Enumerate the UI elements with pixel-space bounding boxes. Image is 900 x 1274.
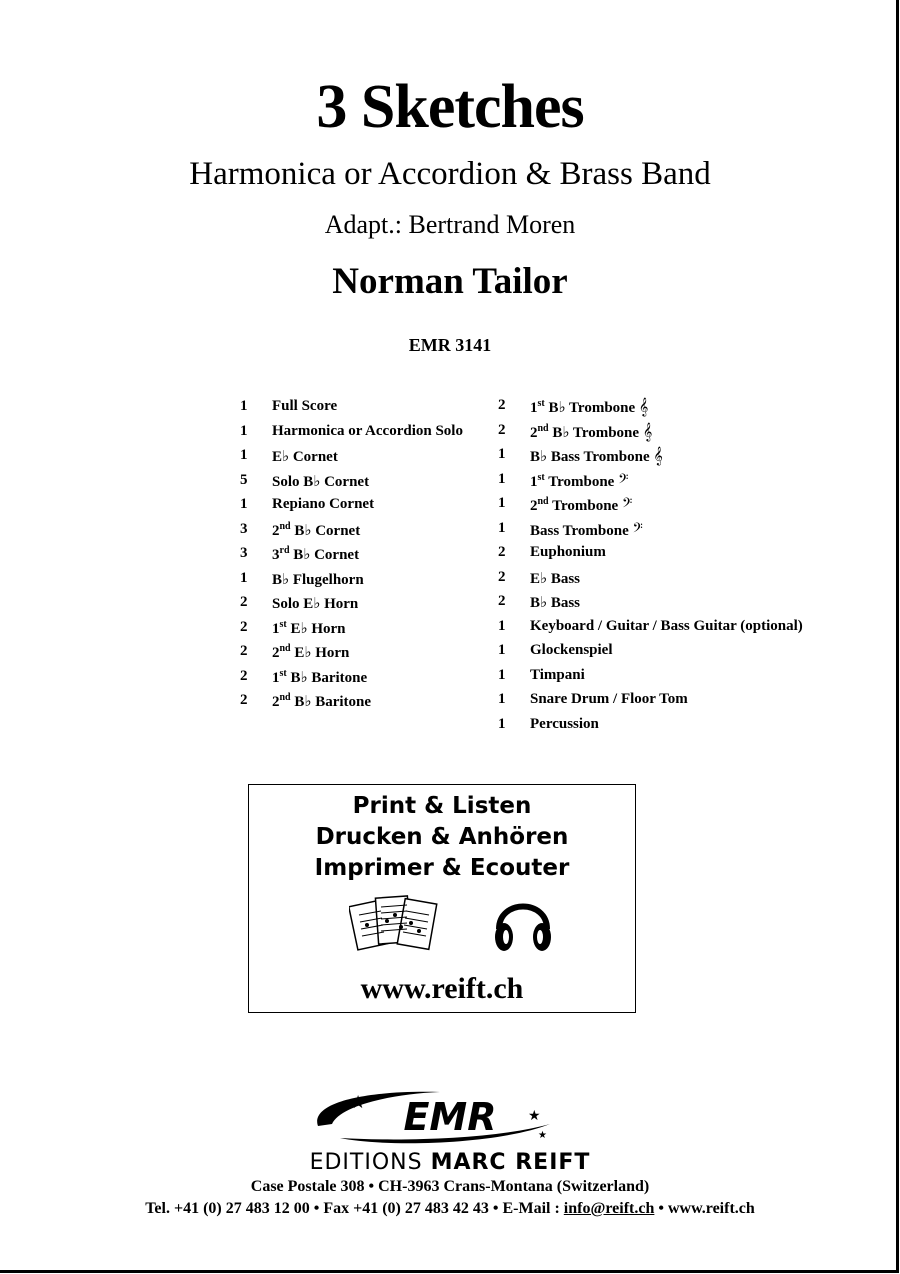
- part-quantity: 1: [240, 569, 248, 586]
- part-quantity: 2: [240, 618, 248, 635]
- part-name: [272, 545, 359, 564]
- bass-clef-icon: 𝄢: [618, 470, 629, 490]
- part-quantity: 2: [498, 397, 506, 413]
- part-quantity: 2: [498, 421, 506, 438]
- part-quantity: 5: [240, 471, 248, 488]
- part-quantity: 1: [498, 446, 506, 462]
- part-ordinal-suffix: st: [279, 618, 287, 630]
- part-name: [530, 422, 652, 442]
- part-name: [530, 397, 648, 417]
- part-ordinal-suffix: nd: [537, 422, 549, 434]
- logo-text: EMR: [403, 1095, 497, 1139]
- part-label: E♭ Bass: [530, 570, 581, 587]
- part-quantity: 2: [240, 692, 248, 708]
- part-quantity: 1: [240, 447, 248, 463]
- part-ordinal: 2: [530, 424, 538, 441]
- part-ordinal-suffix: nd: [279, 692, 291, 703]
- part-ordinal: 1: [530, 400, 538, 416]
- star-icon: ★: [350, 1092, 367, 1113]
- part-quantity: 3: [240, 520, 248, 537]
- bass-clef-icon: 𝄢: [621, 495, 633, 514]
- part-name: [272, 496, 374, 513]
- part-label: Snare Drum / Floor Tom: [530, 691, 688, 707]
- part-label: Bass Trombone: [530, 522, 629, 539]
- part-quantity: 1: [498, 617, 506, 634]
- part-ordinal-suffix: st: [537, 398, 545, 409]
- part-quantity: 1: [240, 398, 248, 414]
- part-name: [272, 594, 358, 613]
- promo-line-1: Print & Listen: [352, 793, 532, 819]
- publisher-name-part3: REIFT: [515, 1150, 591, 1175]
- part-quantity: 2: [240, 667, 248, 684]
- part-quantity: 2: [498, 544, 506, 560]
- part-name: [530, 569, 580, 588]
- contact-phone-fax: Tel. +41 (0) 27 483 12 00 • Fax +41 (0) 27 483 42 43 • E-Mail :: [145, 1200, 564, 1217]
- part-label: Trombone: [548, 498, 619, 514]
- part-label: E♭ Horn: [286, 620, 346, 637]
- part-label: E♭ Horn: [290, 645, 350, 661]
- part-name: [530, 544, 606, 561]
- part-quantity: 2: [240, 594, 248, 610]
- part-name: [272, 423, 463, 440]
- star-icon: ★: [538, 1130, 547, 1141]
- part-label: B♭ Cornet: [290, 522, 361, 539]
- part-ordinal-suffix: st: [537, 471, 545, 483]
- part-ordinal: 3: [272, 547, 280, 563]
- part-ordinal-suffix: rd: [279, 545, 290, 556]
- page-title: 3 Sketches: [316, 73, 584, 141]
- part-quantity: 1: [240, 422, 248, 439]
- part-name: [272, 668, 367, 687]
- part-ordinal: 1: [272, 669, 280, 686]
- part-name: [530, 642, 613, 659]
- part-ordinal: 2: [530, 498, 538, 514]
- part-label: Full Score: [272, 398, 338, 414]
- part-label: Solo B♭ Cornet: [272, 473, 370, 490]
- part-quantity: 1: [498, 691, 506, 707]
- part-quantity: 3: [240, 545, 248, 561]
- part-label: Solo E♭ Horn: [272, 596, 359, 612]
- catalog-number: EMR 3141: [408, 335, 492, 355]
- part-ordinal: 1: [272, 620, 280, 637]
- part-name: [272, 521, 360, 540]
- part-label: B♭ Flugelhorn: [272, 571, 364, 588]
- part-name: [530, 618, 803, 635]
- part-name: [530, 667, 585, 684]
- part-quantity: 1: [498, 715, 506, 732]
- email-link[interactable]: info@reift.ch: [563, 1200, 655, 1217]
- part-name: [530, 495, 632, 515]
- part-label: Timpani: [530, 666, 585, 683]
- publisher-name-part2: MARC: [430, 1150, 516, 1175]
- part-label: Percussion: [530, 715, 599, 732]
- part-label: Repiano Cornet: [272, 496, 375, 512]
- part-name: [272, 643, 349, 662]
- part-label: B♭ Bass: [530, 595, 581, 611]
- publisher-name: [0, 1150, 900, 1175]
- emr-logo: [300, 1086, 600, 1146]
- part-name: [272, 692, 371, 711]
- part-ordinal: 1: [530, 473, 538, 490]
- promo-line-3: Imprimer & Ecouter: [314, 855, 570, 881]
- treble-clef-icon: 𝄞: [638, 397, 649, 416]
- contact-website: • www.reift.ch: [654, 1200, 755, 1217]
- bass-clef-icon: 𝄢: [632, 519, 643, 539]
- print-listen-box: [248, 784, 636, 1013]
- part-label: B♭ Cornet: [289, 547, 360, 563]
- publisher-name-part1: EDITIONS: [309, 1150, 431, 1175]
- part-ordinal: 2: [272, 522, 280, 539]
- part-label: E♭ Cornet: [272, 449, 338, 465]
- part-name: [530, 716, 599, 733]
- part-label: Keyboard / Guitar / Bass Guitar (optional): [530, 617, 803, 634]
- part-quantity: 1: [498, 519, 506, 536]
- adapter-credit: Adapt.: Bertrand Moren: [324, 210, 576, 239]
- part-name: [530, 520, 643, 540]
- part-name: [272, 447, 338, 466]
- part-label: Trombone: [544, 473, 615, 490]
- part-ordinal: 2: [272, 694, 280, 710]
- part-name: [530, 446, 663, 466]
- part-quantity: 2: [240, 643, 248, 659]
- part-quantity: 1: [498, 495, 506, 511]
- star-icon: ★: [528, 1108, 541, 1124]
- part-label: Harmonica or Accordion Solo: [272, 422, 463, 439]
- part-name: [272, 570, 364, 589]
- subtitle: Harmonica or Accordion & Brass Band: [189, 156, 711, 192]
- part-quantity: 1: [498, 642, 506, 658]
- part-label: B♭ Bass Trombone: [530, 449, 650, 465]
- publisher-address: Case Postale 308 • CH-3963 Crans-Montana (Switzerland): [250, 1178, 650, 1195]
- part-quantity: 2: [498, 568, 506, 585]
- part-quantity: 2: [498, 593, 506, 609]
- part-ordinal-suffix: nd: [537, 496, 549, 507]
- part-label: B♭ Baritone: [286, 669, 368, 686]
- part-ordinal-suffix: st: [279, 667, 287, 679]
- part-label: B♭ Trombone: [544, 400, 636, 416]
- part-label: Glockenspiel: [530, 642, 613, 658]
- part-name: [272, 398, 337, 415]
- headphones-icon: [491, 889, 555, 955]
- part-ordinal: 2: [272, 645, 280, 661]
- publisher-contact: [0, 1200, 900, 1218]
- part-quantity: 1: [498, 666, 506, 683]
- part-label: B♭ Trombone: [548, 424, 640, 441]
- promo-line-2: Drucken & Anhören: [315, 824, 569, 850]
- part-name: [530, 691, 688, 708]
- part-name: [530, 593, 580, 612]
- part-quantity: 1: [240, 496, 248, 512]
- part-quantity: 1: [498, 470, 506, 487]
- part-name: [272, 472, 369, 491]
- part-ordinal-suffix: nd: [279, 643, 291, 654]
- part-label: B♭ Baritone: [290, 694, 372, 710]
- part-name: [272, 619, 345, 638]
- treble-clef-icon: 𝄞: [642, 421, 653, 441]
- promo-url: www.reift.ch: [360, 972, 524, 1005]
- part-name: [530, 471, 628, 491]
- treble-clef-icon: 𝄞: [653, 446, 663, 465]
- sheet-music-icon: [349, 891, 444, 961]
- composer-name: Norman Tailor: [332, 261, 568, 302]
- part-label: Euphonium: [530, 544, 606, 560]
- part-ordinal-suffix: nd: [279, 520, 291, 532]
